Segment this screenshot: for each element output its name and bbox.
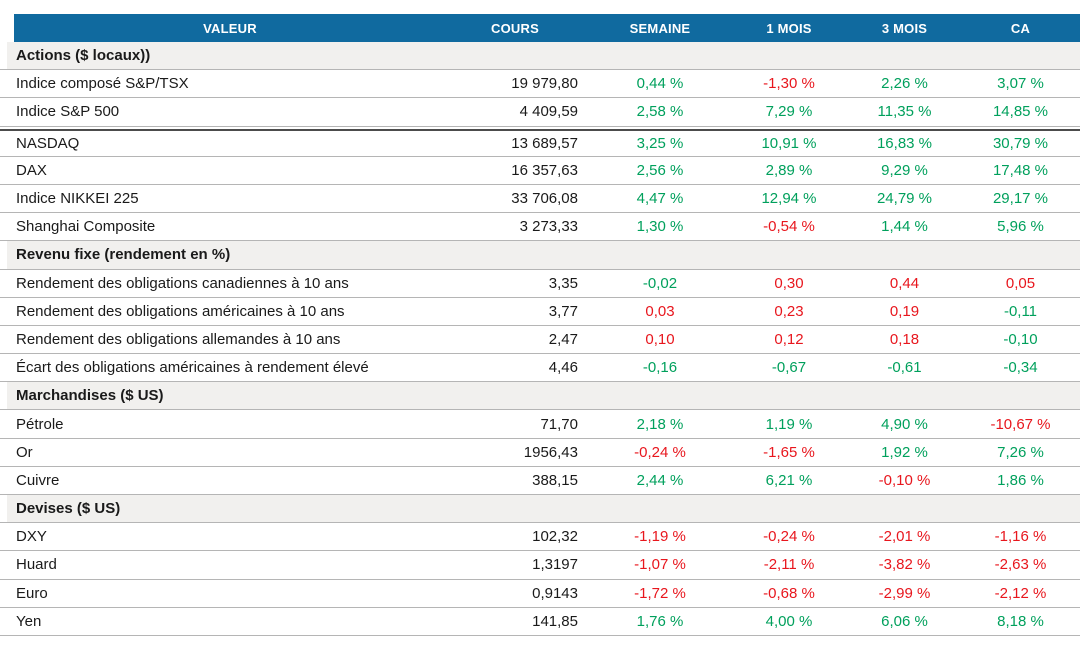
column-header-valeur: VALEUR <box>203 20 257 36</box>
section-title: Revenu fixe (rendement en %) <box>16 246 231 264</box>
cours-cell: 3,35 <box>548 274 578 292</box>
ca-cell: -1,16 % <box>994 528 1047 546</box>
valeur-cell: Écart des obligations américaines à rendement élevé <box>16 359 369 377</box>
valeur-cell: Rendement des obligations canadiennes à 10 ans <box>16 274 349 292</box>
semaine-cell: -0,24 % <box>634 443 686 461</box>
valeur-cell: DXY <box>16 528 47 546</box>
section-title: Actions ($ locaux)) <box>16 47 151 65</box>
cours-cell: 388,15 <box>532 471 578 489</box>
semaine-cell: 0,03 <box>645 302 675 320</box>
table-row <box>0 298 1080 326</box>
3mois-cell: -0,61 <box>887 359 922 377</box>
cours-cell: 0,9143 <box>532 584 578 602</box>
table-row <box>0 98 1080 126</box>
3mois-cell: 16,83 % <box>876 134 933 152</box>
3mois-cell: 11,35 % <box>877 103 932 121</box>
1mois-cell: 10,91 % <box>761 134 817 152</box>
1mois-cell: -1,65 % <box>763 443 815 461</box>
3mois-cell: -2,01 % <box>878 528 931 546</box>
cours-cell: 2,47 <box>548 330 578 348</box>
ca-cell: 29,17 % <box>992 190 1049 208</box>
valeur-cell: DAX <box>16 161 47 179</box>
ca-cell: 0,05 <box>1005 274 1036 292</box>
market-performance-table <box>0 14 1080 636</box>
ca-cell: 1,86 % <box>997 471 1044 489</box>
column-header-cours: COURS <box>491 20 539 36</box>
semaine-cell: 2,44 % <box>636 471 684 489</box>
semaine-cell: 3,25 % <box>636 134 684 152</box>
cours-cell: 4 409,59 <box>519 103 578 121</box>
table-row <box>0 439 1080 467</box>
semaine-cell: 4,47 % <box>636 190 684 208</box>
valeur-cell: Shanghai Composite <box>16 218 156 236</box>
column-header-3mois: 3 MOIS <box>881 20 928 36</box>
1mois-cell: -0,24 % <box>763 528 815 546</box>
ca-cell: 5,96 % <box>997 218 1044 236</box>
1mois-cell: 12,94 % <box>761 190 817 208</box>
valeur-cell: NASDAQ <box>16 134 80 152</box>
1mois-cell: 6,21 % <box>765 471 813 489</box>
semaine-cell: 1,76 % <box>636 612 684 630</box>
1mois-cell: 0,23 <box>774 302 804 320</box>
table-body <box>0 42 1080 636</box>
semaine-cell: 2,58 % <box>636 103 684 121</box>
table-row <box>0 354 1080 382</box>
table-row <box>0 467 1080 495</box>
column-header-semaine: SEMAINE <box>629 20 691 36</box>
cours-cell: 33 706,08 <box>511 190 578 208</box>
cours-cell: 3,77 <box>548 302 578 320</box>
1mois-cell: 4,00 % <box>765 612 813 630</box>
ca-cell: -10,67 % <box>990 415 1051 433</box>
semaine-cell: 1,30 % <box>636 218 684 236</box>
cours-cell: 16 357,63 <box>511 161 578 179</box>
section-title: Marchandises ($ US) <box>16 387 164 405</box>
1mois-cell: -2,11 % <box>763 556 815 574</box>
valeur-cell: Rendement des obligations allemandes à 10 ans <box>16 330 341 348</box>
semaine-cell: 2,18 % <box>636 415 684 433</box>
semaine-cell: 0,10 <box>645 330 675 348</box>
valeur-cell: Indice NIKKEI 225 <box>16 190 139 208</box>
semaine-cell: 0,44 % <box>636 75 684 93</box>
valeur-cell: Euro <box>16 584 48 602</box>
section-header-row <box>0 241 1080 269</box>
3mois-cell: -0,10 % <box>878 471 931 489</box>
3mois-cell: 2,26 % <box>881 75 928 93</box>
1mois-cell: 0,12 <box>774 330 804 348</box>
1mois-cell: 7,29 % <box>765 103 813 121</box>
ca-cell: -2,63 % <box>994 556 1047 574</box>
column-header-ca: CA <box>1010 20 1031 36</box>
table-row <box>0 608 1080 636</box>
table-header-row <box>0 14 1080 42</box>
valeur-cell: Rendement des obligations américaines à 10 ans <box>16 302 345 320</box>
ca-cell: 30,79 % <box>992 134 1049 152</box>
1mois-cell: 2,89 % <box>765 161 813 179</box>
valeur-cell: Huard <box>16 556 57 574</box>
ca-cell: 7,26 % <box>997 443 1044 461</box>
valeur-cell: Pétrole <box>16 415 64 433</box>
3mois-cell: 0,44 <box>889 274 920 292</box>
column-header-1mois: 1 MOIS <box>766 20 812 36</box>
semaine-cell: -0,16 <box>642 359 678 377</box>
table-row <box>0 70 1080 98</box>
1mois-cell: 0,30 <box>774 274 804 292</box>
table-row <box>0 580 1080 608</box>
ca-cell: -0,11 <box>1003 302 1038 320</box>
ca-cell: -0,10 <box>1003 330 1038 348</box>
ca-cell: 3,07 % <box>997 75 1044 93</box>
cours-cell: 1956,43 <box>523 443 578 461</box>
3mois-cell: 0,19 <box>889 302 920 320</box>
semaine-cell: -1,07 % <box>634 556 686 574</box>
table-row <box>0 551 1080 579</box>
semaine-cell: -1,19 % <box>634 528 686 546</box>
valeur-cell: Indice S&P 500 <box>16 103 120 121</box>
semaine-cell: -0,02 <box>642 274 678 292</box>
section-title: Devises ($ US) <box>16 500 121 518</box>
1mois-cell: -1,30 % <box>763 75 815 93</box>
semaine-cell: 2,56 % <box>636 161 684 179</box>
3mois-cell: 4,90 % <box>881 415 928 433</box>
table-row <box>0 326 1080 354</box>
3mois-cell: 1,92 % <box>881 443 928 461</box>
ca-cell: -0,34 <box>1003 359 1038 377</box>
3mois-cell: 6,06 % <box>881 612 928 630</box>
cours-cell: 4,46 <box>548 359 578 377</box>
table-row <box>0 523 1080 551</box>
ca-cell: 14,85 % <box>992 103 1049 121</box>
ca-cell: -2,12 % <box>994 584 1047 602</box>
cours-cell: 13 689,57 <box>511 134 578 152</box>
section-header-row <box>0 495 1080 523</box>
valeur-cell: Indice composé S&P/TSX <box>16 75 189 93</box>
cours-cell: 1,3197 <box>532 556 578 574</box>
table-row <box>0 157 1080 185</box>
3mois-cell: 9,29 % <box>881 161 928 179</box>
table-row <box>0 185 1080 213</box>
valeur-cell: Cuivre <box>16 471 60 489</box>
3mois-cell: -2,99 % <box>878 584 931 602</box>
cours-cell: 3 273,33 <box>519 218 578 236</box>
3mois-cell: -3,82 % <box>878 556 931 574</box>
3mois-cell: 0,18 <box>889 330 920 348</box>
valeur-cell: Yen <box>16 612 42 630</box>
1mois-cell: -0,68 % <box>763 584 815 602</box>
valeur-cell: Or <box>16 443 33 461</box>
cours-cell: 71,70 <box>540 415 578 433</box>
cours-cell: 19 979,80 <box>511 75 578 93</box>
1mois-cell: -0,67 <box>771 359 807 377</box>
3mois-cell: 1,44 % <box>881 218 928 236</box>
ca-cell: 8,18 % <box>997 612 1044 630</box>
3mois-cell: 24,79 % <box>876 190 933 208</box>
semaine-cell: -1,72 % <box>634 584 686 602</box>
1mois-cell: -0,54 % <box>763 218 815 236</box>
ca-cell: 17,48 % <box>992 161 1049 179</box>
table-row <box>0 129 1080 157</box>
cours-cell: 102,32 <box>532 528 578 546</box>
table-row <box>0 213 1080 241</box>
cours-cell: 141,85 <box>532 612 578 630</box>
table-row <box>0 270 1080 298</box>
1mois-cell: 1,19 % <box>765 415 813 433</box>
section-header-row <box>0 382 1080 410</box>
section-header-row <box>0 42 1080 70</box>
table-row <box>0 410 1080 438</box>
